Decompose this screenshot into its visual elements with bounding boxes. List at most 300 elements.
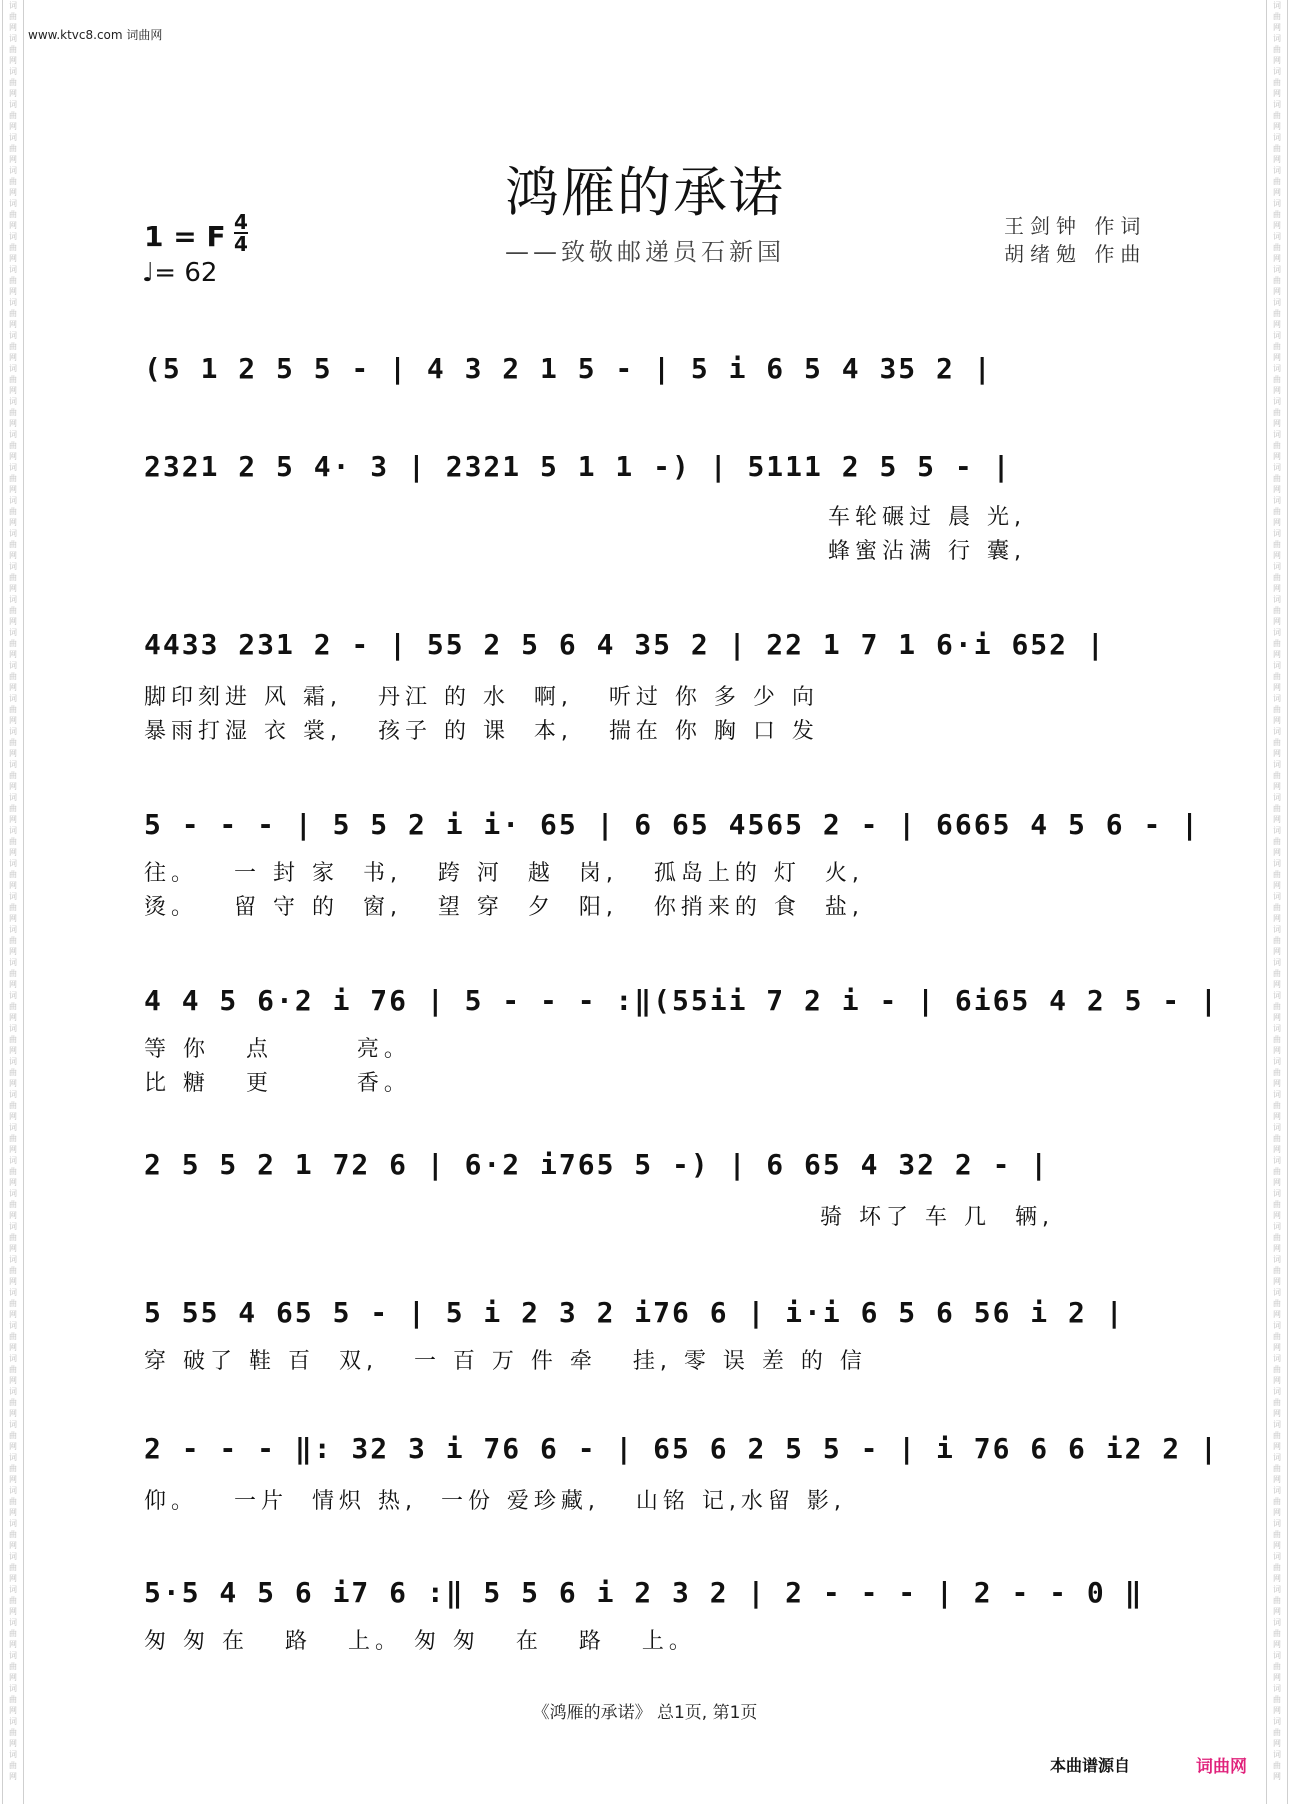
watermark-char: 网 <box>1273 815 1281 824</box>
watermark-char: 曲 <box>9 1662 17 1671</box>
watermark-char: 网 <box>9 1574 17 1583</box>
watermark-char: 词 <box>1273 331 1281 340</box>
watermark-char: 网 <box>9 650 17 659</box>
watermark-char: 曲 <box>9 606 17 615</box>
watermark-char: 曲 <box>1273 573 1281 582</box>
watermark-char: 网 <box>9 1772 17 1781</box>
watermark-char: 词 <box>9 496 17 505</box>
watermark-char: 词 <box>9 1156 17 1165</box>
watermark-char: 词 <box>9 892 17 901</box>
watermark-char: 网 <box>9 1739 17 1748</box>
watermark-char: 曲 <box>1273 309 1281 318</box>
watermark-char: 网 <box>9 89 17 98</box>
watermark-char: 词 <box>9 991 17 1000</box>
watermark-char: 曲 <box>9 771 17 780</box>
watermark-char: 曲 <box>9 969 17 978</box>
watermark-char: 曲 <box>9 1068 17 1077</box>
watermark-char: 曲 <box>1273 1002 1281 1011</box>
watermark-char: 网 <box>1273 1277 1281 1286</box>
watermark-char: 网 <box>1273 947 1281 956</box>
watermark-char: 词 <box>1273 1651 1281 1660</box>
watermark-char: 词 <box>1273 265 1281 274</box>
watermark-char: 网 <box>9 320 17 329</box>
watermark-char: 网 <box>1273 584 1281 593</box>
watermark-char: 词 <box>9 1321 17 1330</box>
watermark-char: 词 <box>1273 826 1281 835</box>
watermark-char: 曲 <box>9 210 17 219</box>
watermark-char: 词 <box>1273 1321 1281 1330</box>
watermark-char: 词 <box>9 298 17 307</box>
watermark-char: 词 <box>1273 760 1281 769</box>
watermark-char: 曲 <box>1273 837 1281 846</box>
watermark-char: 网 <box>1273 1574 1281 1583</box>
watermark-char: 曲 <box>1273 276 1281 285</box>
watermark-char: 词 <box>9 1420 17 1429</box>
watermark-char: 词 <box>9 1618 17 1627</box>
watermark-char: 网 <box>1273 1376 1281 1385</box>
watermark-char: 词 <box>1273 232 1281 241</box>
left-watermark-strip <box>2 0 24 1804</box>
watermark-char: 网 <box>1273 1310 1281 1319</box>
watermark-char: 曲 <box>9 507 17 516</box>
watermark-char: 网 <box>9 584 17 593</box>
watermark-char: 词 <box>1273 1123 1281 1132</box>
watermark-char: 词 <box>9 1552 17 1561</box>
watermark-char: 曲 <box>1273 1266 1281 1275</box>
watermark-char: 曲 <box>1273 1695 1281 1704</box>
watermark-char: 网 <box>9 749 17 758</box>
watermark-char: 曲 <box>1273 705 1281 714</box>
watermark-char: 网 <box>1273 23 1281 32</box>
watermark-char: 词 <box>1273 595 1281 604</box>
watermark-char: 曲 <box>9 1728 17 1737</box>
lyric-line-2-verse2: 蜂蜜沾满 行 囊, <box>828 539 1026 564</box>
watermark-char: 曲 <box>9 903 17 912</box>
watermark-char: 词 <box>9 232 17 241</box>
watermark-char: 网 <box>1273 683 1281 692</box>
watermark-char: 词 <box>9 67 17 76</box>
watermark-char: 网 <box>9 56 17 65</box>
watermark-char: 曲 <box>9 573 17 582</box>
watermark-char: 网 <box>1273 1442 1281 1451</box>
watermark-char: 网 <box>1273 848 1281 857</box>
watermark-char: 网 <box>9 1640 17 1649</box>
song-title: 鸿雁的承诺 <box>505 161 785 224</box>
page-footer: 《鸿雁的承诺》 总1页, 第1页 <box>532 1703 758 1723</box>
watermark-char: 曲 <box>9 12 17 21</box>
watermark-char: 网 <box>9 1046 17 1055</box>
watermark-char: 网 <box>9 485 17 494</box>
watermark-char: 网 <box>9 1277 17 1286</box>
watermark-char: 词 <box>9 1585 17 1594</box>
watermark-char: 词 <box>1273 463 1281 472</box>
watermark-char: 词 <box>1273 1024 1281 1033</box>
watermark-char: 词 <box>1273 1 1281 10</box>
watermark-char: 网 <box>9 353 17 362</box>
watermark-char: 网 <box>9 1145 17 1154</box>
watermark-char: 曲 <box>9 1299 17 1308</box>
watermark-char: 网 <box>9 1178 17 1187</box>
watermark-char: 曲 <box>1273 1167 1281 1176</box>
watermark-char: 词 <box>1273 1420 1281 1429</box>
watermark-char: 网 <box>1273 551 1281 560</box>
watermark-char: 词 <box>1273 1486 1281 1495</box>
watermark-char: 词 <box>9 1123 17 1132</box>
watermark-char: 曲 <box>9 1464 17 1473</box>
watermark-char: 曲 <box>9 672 17 681</box>
watermark-char: 词 <box>1273 1387 1281 1396</box>
watermark-char: 词 <box>9 34 17 43</box>
lyric-line-4-verse2: 烫。 留 守 的 窗, 望 穿 夕 阳, 你捎来的 食 盐, <box>144 895 864 920</box>
watermark-char: 词 <box>9 1684 17 1693</box>
watermark-char: 词 <box>1273 364 1281 373</box>
site-url[interactable]: www.ktvc8.com 词曲网 <box>28 28 163 42</box>
watermark-char: 曲 <box>1273 210 1281 219</box>
watermark-char: 网 <box>9 254 17 263</box>
watermark-char: 曲 <box>9 1629 17 1638</box>
lyric-line-5-verse2: 比 糖 更 香。 <box>144 1071 411 1096</box>
watermark-char: 词 <box>9 133 17 142</box>
watermark-char: 词 <box>9 1387 17 1396</box>
watermark-char: 曲 <box>1273 144 1281 153</box>
watermark-char: 词 <box>9 166 17 175</box>
watermark-char: 词 <box>9 1222 17 1231</box>
composer-credit: 胡绪勉 作曲 <box>1004 242 1147 266</box>
watermark-char: 词 <box>9 661 17 670</box>
watermark-char: 词 <box>9 1057 17 1066</box>
watermark-char: 网 <box>9 122 17 131</box>
watermark-char: 曲 <box>1273 1662 1281 1671</box>
watermark-char: 曲 <box>1273 771 1281 780</box>
watermark-char: 词 <box>1273 1222 1281 1231</box>
time-signature-top: 4 <box>234 210 248 234</box>
watermark-char: 网 <box>9 419 17 428</box>
watermark-char: 曲 <box>1273 78 1281 87</box>
watermark-char: 网 <box>9 947 17 956</box>
watermark-char: 网 <box>9 1409 17 1418</box>
watermark-char: 网 <box>9 1508 17 1517</box>
watermark-char: 词 <box>9 1255 17 1264</box>
watermark-char: 词 <box>9 463 17 472</box>
watermark-char: 网 <box>1273 716 1281 725</box>
watermark-char: 词 <box>9 1486 17 1495</box>
watermark-char: 网 <box>1273 320 1281 329</box>
watermark-char: 曲 <box>1273 1134 1281 1143</box>
watermark-char: 网 <box>9 1013 17 1022</box>
watermark-char: 曲 <box>9 870 17 879</box>
right-watermark-strip <box>1266 0 1288 1804</box>
watermark-char: 网 <box>1273 155 1281 164</box>
watermark-char: 曲 <box>1273 639 1281 648</box>
score-line-3: 4433 231 2 - | 55 2 5 6 4 35 2 | 22 1 7 1 6·i 652 | <box>144 628 1106 661</box>
watermark-char: 网 <box>1273 617 1281 626</box>
watermark-char: 曲 <box>1273 540 1281 549</box>
watermark-char: 词 <box>9 529 17 538</box>
watermark-char: 词 <box>9 1288 17 1297</box>
watermark-char: 网 <box>1273 1772 1281 1781</box>
watermark-char: 网 <box>9 551 17 560</box>
watermark-char: 网 <box>1273 650 1281 659</box>
lyric-line-8: 仰。 一片 情炽 热, 一份 爱珍藏, 山铭 记,水留 影, <box>144 1489 846 1514</box>
watermark-char: 词 <box>1273 1156 1281 1165</box>
watermark-char: 曲 <box>1273 375 1281 384</box>
watermark-char: 曲 <box>1273 1761 1281 1770</box>
watermark-char: 词 <box>1273 859 1281 868</box>
watermark-char: 曲 <box>9 78 17 87</box>
watermark-char: 网 <box>1273 881 1281 890</box>
watermark-char: 词 <box>9 1354 17 1363</box>
watermark-char: 曲 <box>9 1200 17 1209</box>
watermark-char: 曲 <box>9 474 17 483</box>
watermark-char: 网 <box>9 1541 17 1550</box>
watermark-char: 曲 <box>9 375 17 384</box>
watermark-char: 曲 <box>9 1530 17 1539</box>
lyric-line-4-verse1: 往。 一 封 家 书, 跨 河 越 岗, 孤岛上的 灯 火, <box>144 861 864 886</box>
watermark-char: 曲 <box>1273 441 1281 450</box>
watermark-char: 网 <box>9 980 17 989</box>
watermark-char: 网 <box>1273 1079 1281 1088</box>
watermark-char: 词 <box>9 760 17 769</box>
watermark-char: 曲 <box>1273 1101 1281 1110</box>
watermark-char: 词 <box>9 397 17 406</box>
watermark-char: 词 <box>9 1453 17 1462</box>
watermark-char: 曲 <box>1273 177 1281 186</box>
watermark-char: 词 <box>9 1750 17 1759</box>
watermark-char: 网 <box>1273 1244 1281 1253</box>
watermark-char: 网 <box>1273 1706 1281 1715</box>
watermark-char: 网 <box>1273 1046 1281 1055</box>
watermark-char: 词 <box>1273 958 1281 967</box>
watermark-char: 曲 <box>9 1695 17 1704</box>
watermark-char: 网 <box>1273 518 1281 527</box>
watermark-char: 词 <box>1273 1684 1281 1693</box>
watermark-char: 网 <box>1273 1178 1281 1187</box>
watermark-char: 曲 <box>1273 672 1281 681</box>
watermark-char: 网 <box>1273 221 1281 230</box>
watermark-char: 网 <box>9 617 17 626</box>
watermark-char: 曲 <box>1273 1497 1281 1506</box>
watermark-char: 曲 <box>9 1266 17 1275</box>
watermark-char: 词 <box>1273 892 1281 901</box>
watermark-char: 词 <box>9 562 17 571</box>
watermark-char: 曲 <box>1273 870 1281 879</box>
watermark-char: 网 <box>9 452 17 461</box>
watermark-char: 词 <box>1273 1618 1281 1627</box>
watermark-char: 曲 <box>1273 408 1281 417</box>
watermark-char: 曲 <box>9 1035 17 1044</box>
watermark-char: 曲 <box>9 1398 17 1407</box>
watermark-char: 网 <box>9 1112 17 1121</box>
watermark-char: 网 <box>1273 1607 1281 1616</box>
watermark-char: 网 <box>9 287 17 296</box>
watermark-char: 词 <box>1273 397 1281 406</box>
watermark-char: 词 <box>1273 496 1281 505</box>
watermark-char: 网 <box>1273 353 1281 362</box>
watermark-char: 网 <box>9 1079 17 1088</box>
watermark-char: 曲 <box>9 639 17 648</box>
watermark-char: 词 <box>1273 430 1281 439</box>
watermark-char: 曲 <box>1273 342 1281 351</box>
watermark-char: 曲 <box>9 1761 17 1770</box>
watermark-char: 曲 <box>1273 1200 1281 1209</box>
tempo-marking: ♩= 62 <box>142 258 218 288</box>
watermark-char: 曲 <box>9 1002 17 1011</box>
source-label: 本曲谱源自 <box>1050 1756 1131 1775</box>
watermark-char: 曲 <box>1273 45 1281 54</box>
watermark-char: 词 <box>1273 133 1281 142</box>
watermark-char: 网 <box>9 683 17 692</box>
watermark-char: 词 <box>1273 166 1281 175</box>
watermark-char: 网 <box>9 815 17 824</box>
watermark-char: 曲 <box>1273 1431 1281 1440</box>
watermark-char: 词 <box>1273 34 1281 43</box>
watermark-char: 曲 <box>9 111 17 120</box>
watermark-char: 词 <box>1273 991 1281 1000</box>
watermark-char: 词 <box>1273 1750 1281 1759</box>
time-signature <box>234 212 248 254</box>
watermark-char: 网 <box>9 1211 17 1220</box>
watermark-char: 曲 <box>9 936 17 945</box>
time-signature-bottom: 4 <box>234 232 248 256</box>
watermark-char: 曲 <box>1273 1464 1281 1473</box>
watermark-char: 词 <box>1273 529 1281 538</box>
watermark-char: 曲 <box>9 1563 17 1572</box>
watermark-char: 网 <box>9 23 17 32</box>
watermark-char: 曲 <box>9 837 17 846</box>
watermark-char: 词 <box>9 958 17 967</box>
watermark-char: 曲 <box>1273 606 1281 615</box>
lyric-line-6: 骑 坏了 车 几 辆, <box>820 1205 1054 1230</box>
watermark-char: 网 <box>1273 749 1281 758</box>
watermark-char: 网 <box>1273 782 1281 791</box>
song-subtitle: ——致敬邮递员石新国 <box>505 238 785 266</box>
watermark-char: 网 <box>1273 914 1281 923</box>
watermark-char: 曲 <box>1273 111 1281 120</box>
watermark-char: 曲 <box>1273 1530 1281 1539</box>
watermark-char: 网 <box>9 155 17 164</box>
score-line-4: 5 - - - | 5 5 2 i i· 65 | 6 65 4565 2 - | 6665 4 5 6 - | <box>144 808 1201 841</box>
watermark-char: 词 <box>1273 1717 1281 1726</box>
watermark-char: 词 <box>1273 1519 1281 1528</box>
watermark-char: 词 <box>9 628 17 637</box>
watermark-char: 曲 <box>1273 1398 1281 1407</box>
watermark-char: 词 <box>9 595 17 604</box>
watermark-char: 网 <box>1273 1211 1281 1220</box>
watermark-char: 网 <box>9 782 17 791</box>
watermark-char: 网 <box>9 716 17 725</box>
watermark-char: 网 <box>1273 89 1281 98</box>
watermark-char: 网 <box>1273 188 1281 197</box>
watermark-char: 词 <box>1273 661 1281 670</box>
watermark-char: 词 <box>9 1651 17 1660</box>
watermark-char: 曲 <box>1273 1299 1281 1308</box>
source-site-link[interactable]: 词曲网 <box>1196 1757 1247 1777</box>
watermark-char: 网 <box>9 1244 17 1253</box>
watermark-char: 词 <box>9 364 17 373</box>
watermark-char: 曲 <box>9 408 17 417</box>
watermark-char: 曲 <box>9 540 17 549</box>
watermark-char: 网 <box>1273 287 1281 296</box>
watermark-char: 词 <box>1273 1552 1281 1561</box>
score-line-2: 2321 2 5 4· 3 | 2321 5 1 1 -) | 5111 2 5 5 - | <box>144 450 1012 483</box>
watermark-char: 曲 <box>1273 936 1281 945</box>
watermark-char: 曲 <box>1273 1728 1281 1737</box>
watermark-char: 词 <box>9 1024 17 1033</box>
watermark-char: 词 <box>1273 199 1281 208</box>
watermark-char: 曲 <box>9 276 17 285</box>
watermark-char: 曲 <box>1273 903 1281 912</box>
watermark-char: 词 <box>9 1189 17 1198</box>
watermark-char: 词 <box>9 793 17 802</box>
lyric-line-9: 匆 匆 在 路 上。 匆 匆 在 路 上。 <box>144 1629 696 1654</box>
watermark-char: 网 <box>9 1442 17 1451</box>
watermark-char: 词 <box>1273 1585 1281 1594</box>
watermark-char: 曲 <box>9 1134 17 1143</box>
watermark-char: 网 <box>9 914 17 923</box>
watermark-char: 词 <box>9 265 17 274</box>
watermark-char: 词 <box>9 727 17 736</box>
watermark-char: 曲 <box>1273 243 1281 252</box>
watermark-char: 网 <box>1273 386 1281 395</box>
watermark-char: 曲 <box>9 243 17 252</box>
watermark-char: 词 <box>1273 793 1281 802</box>
watermark-char: 网 <box>1273 485 1281 494</box>
watermark-char: 曲 <box>1273 474 1281 483</box>
score-line-9: 5·5 4 5 6 i7 6 :‖ 5 5 6 i 2 3 2 | 2 - - - | 2 - - 0 ‖ <box>144 1576 1144 1609</box>
watermark-char: 网 <box>1273 1508 1281 1517</box>
score-line-1: (5 1 2 5 5 - | 4 3 2 1 5 - | 5 i 6 5 4 35 2 | <box>144 352 993 385</box>
watermark-char: 词 <box>9 430 17 439</box>
watermark-char: 曲 <box>1273 1332 1281 1341</box>
watermark-char: 网 <box>1273 1541 1281 1550</box>
watermark-char: 曲 <box>9 705 17 714</box>
watermark-char: 词 <box>9 826 17 835</box>
watermark-char: 词 <box>1273 1189 1281 1198</box>
watermark-char: 曲 <box>9 342 17 351</box>
watermark-char: 网 <box>9 1343 17 1352</box>
watermark-char: 曲 <box>9 1497 17 1506</box>
watermark-char: 网 <box>9 1706 17 1715</box>
watermark-char: 网 <box>1273 1673 1281 1682</box>
score-line-6: 2 5 5 2 1 72 6 | 6·2 i765 5 -) | 6 65 4 32 2 - | <box>144 1148 1050 1181</box>
watermark-char: 词 <box>1273 562 1281 571</box>
lyric-line-2-verse1: 车轮碾过 晨 光, <box>828 505 1026 530</box>
watermark-char: 词 <box>1273 298 1281 307</box>
key-signature: 1 = F <box>144 220 226 253</box>
watermark-char: 网 <box>1273 1145 1281 1154</box>
watermark-char: 网 <box>9 1376 17 1385</box>
watermark-char: 网 <box>1273 1739 1281 1748</box>
watermark-char: 词 <box>9 859 17 868</box>
watermark-char: 曲 <box>1273 1629 1281 1638</box>
watermark-char: 曲 <box>9 45 17 54</box>
watermark-char: 词 <box>9 1 17 10</box>
watermark-char: 词 <box>9 100 17 109</box>
lyricist-credit: 王剑钟 作词 <box>1004 214 1147 238</box>
watermark-char: 词 <box>9 199 17 208</box>
watermark-char: 网 <box>1273 122 1281 131</box>
watermark-char: 网 <box>9 188 17 197</box>
watermark-char: 词 <box>1273 1354 1281 1363</box>
watermark-char: 网 <box>9 221 17 230</box>
watermark-char: 曲 <box>9 1167 17 1176</box>
watermark-char: 曲 <box>9 804 17 813</box>
watermark-char: 曲 <box>9 1101 17 1110</box>
watermark-char: 曲 <box>1273 804 1281 813</box>
lyric-line-5-verse1: 等 你 点 亮。 <box>144 1037 411 1062</box>
watermark-char: 词 <box>1273 1453 1281 1462</box>
watermark-char: 词 <box>1273 1090 1281 1099</box>
